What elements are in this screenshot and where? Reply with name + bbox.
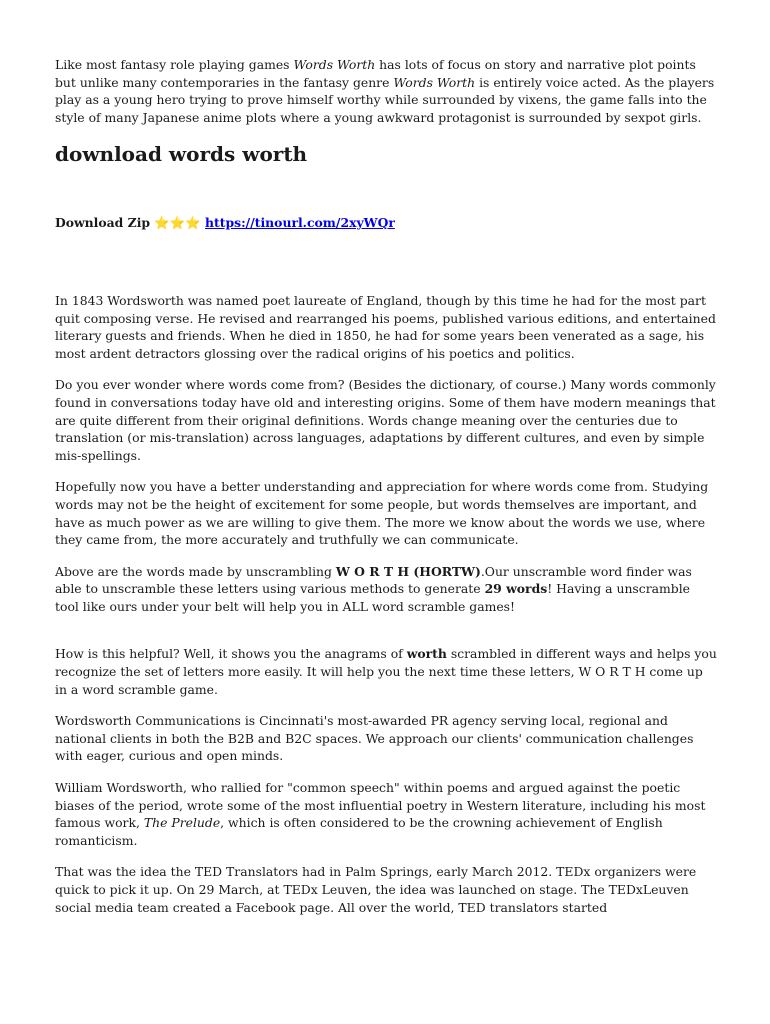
paragraph-unscramble <box>55 563 717 616</box>
paragraph-communications: Wordsworth Communications is Cincinnati's most-awarded PR agency serving local, regional and national clients in both the B2B and B2C spaces. We approach our clients' communication challenges with eager, curious and open minds. <box>55 713 694 764</box>
intro-italic-title-2: Words Worth <box>393 74 476 90</box>
intro-paragraph <box>55 56 717 126</box>
wordsworth-italic-work: The Prelude <box>143 815 221 831</box>
unscramble-text-2: .Our unscramble word finder was able to unscramble these letters using various methods to generate <box>55 563 692 597</box>
download-label: Download Zip <box>55 215 155 231</box>
spacer <box>55 232 717 292</box>
download-arrows-icon: ⭐⭐⭐ <box>154 215 206 231</box>
paragraph-anagrams <box>55 645 717 698</box>
wordsworth-text-2: , which is often considered to be the crowning achievement of English romanticism. <box>55 815 663 848</box>
download-line <box>55 214 717 232</box>
page-heading: download words worth <box>55 142 308 167</box>
wordsworth-text-1: William Wordsworth, who rallied for "common speech" within poems and argued against the poetic biases of the period, wrote some of the most influential poetry in Western literature, including his most famous work, <box>55 780 706 831</box>
paragraph-understanding: Hopefully now you have a better understanding and appreciation for where words come from. Studying words may not be the height of excitement for some people, but words themselves are important, and have as much power as we are willing to give them. The more we know about the words we use, where they came from, the more accurately and truthfully we can communicate. <box>55 479 709 548</box>
anagrams-bold-word: worth <box>406 646 447 662</box>
unscramble-word-count: 29 words <box>484 581 548 597</box>
intro-text-3: is entirely voice acted. As the players play as a young hero trying to prove himself worthy while surrounded by vixens, the game falls into the style of many Japanese anime plots where a young awkward protagonist is surrounded by sexpot girls. <box>55 74 715 125</box>
download-link[interactable]: https://tinourl.com/2xyWQr <box>205 215 395 231</box>
unscramble-text-1: Above are the words made by unscrambling <box>55 563 336 579</box>
intro-text-2: has lots of focus on story and narrative plot points but unlike many contemporaries in the fantasy genre <box>55 57 696 90</box>
intro-text-1: Like most fantasy role playing games <box>55 57 294 72</box>
paragraph-laureate: In 1843 Wordsworth was named poet laureate of England, though by this time he had for the most part quit composing verse. He revised and rearranged his poems, published various editions, and entertained literary guests and friends. When he died in 1850, he had for some years been venerated as a sage, his most ardent detractors glossing over the radical origins of his poetics and politics. <box>55 292 716 361</box>
document-body <box>55 56 717 930</box>
unscramble-letters: W O R T H (HORTW) <box>335 563 481 579</box>
paragraph-william-wordsworth <box>55 779 717 849</box>
intro-italic-title-1: Words Worth <box>293 57 376 72</box>
paragraph-ted-translators: That was the idea the TED Translators had in Palm Springs, early March 2012. TEDx organizers were quick to pick it up. On 29 March, at TEDx Leuven, the idea was launched on stage. The TEDxLeuven social media team created a Facebook page. All over the world, TED translators started <box>55 864 697 915</box>
unscramble-text-3: ! Having a unscramble tool like ours under your belt will help you in ALL word scramble games! <box>55 581 691 614</box>
spacer <box>55 629 717 645</box>
anagrams-text-1: How is this helpful? Well, it shows you the anagrams of <box>55 646 407 662</box>
anagrams-text-2: scrambled in different ways and helps you recognize the set of letters more easily. It will help you the next time these letters, W O R T H come up in a word scramble game. <box>55 646 717 697</box>
paragraph-word-origins: Do you ever wonder where words come from? (Besides the dictionary, of course.) Many words commonly found in conversations today have old and interesting origins. Some of them have modern meanings that are quite different from their original definitions. Words change meaning over the centuries due to translation (or mis-translation) across languages, adaptations by different cultures, and even by simple mis-spellings. <box>55 377 716 463</box>
